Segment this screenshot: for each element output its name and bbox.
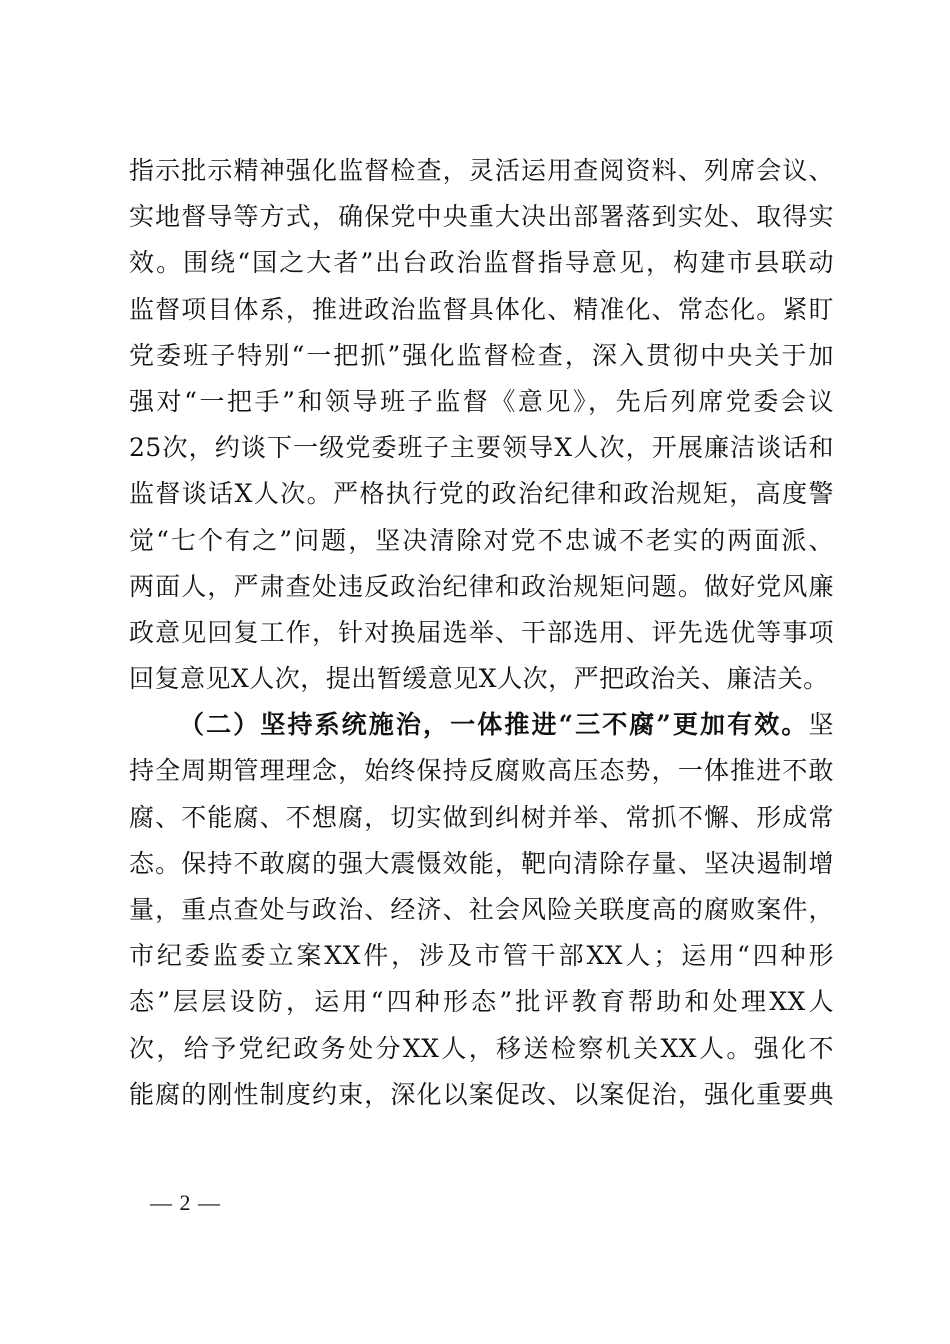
text-line: 监督项目体系，推进政治监督具体化、精准化、常态化。紧盯 — [129, 294, 834, 324]
text-line: 党委班子特别“一把抓”强化监督检查，深入贯彻中央关于加 — [129, 340, 834, 370]
text-line: 政意见回复工作，针对换届选举、干部选用、评先选优等事项 — [129, 617, 834, 647]
text-line: 量，重点查处与政治、经济、社会风险关联度高的腐败案件， — [129, 895, 834, 924]
page-number: — 2 — — [150, 1190, 221, 1215]
text-line: 能腐的刚性制度约束，深化以案促改、以案促治，强化重要典 — [129, 1079, 834, 1109]
text-line: 实地督导等方式，确保党中央重大决出部署落到实处、取得实 — [129, 202, 834, 232]
text-line: 态。保持不敢腐的强大震慑效能，靶向清除存量、坚决遏制增 — [129, 848, 834, 878]
text-line: 持全周期管理理念，始终保持反腐败高压态势，一体推进不敢 — [129, 756, 834, 786]
text-line: 监督谈话X人次。严格执行党的政治纪律和政治规矩，高度警 — [129, 479, 834, 509]
body-text — [129, 148, 834, 1118]
text-line: 态”层层设防，运用“四种形态”批评教育帮助和处理XX人 — [129, 987, 834, 1017]
text-line: 市纪委监委立案XX件，涉及市管干部XX人；运用“四种形 — [129, 941, 834, 971]
text-line: 回复意见X人次，提出暂缓意见X人次，严把政治关、廉洁关。 — [129, 664, 829, 694]
text-line: 腐、不能腐、不想腐，切实做到纠树并举、常抓不懈、形成常 — [129, 802, 834, 832]
section-heading: （二）坚持系统施治，一体推进“三不腐”更加有效。 — [179, 710, 809, 740]
text-line: 强对“一把手”和领导班子监督《意见》，先后列席党委会议 — [129, 386, 834, 416]
text-line: 效。围绕“国之大者”出台政治监督指导意见，构建市县联动 — [129, 248, 834, 278]
heading-line-rest: 坚 — [808, 710, 834, 740]
text-line: 觉“七个有之”问题，坚决清除对党不忠诚不老实的两面派、 — [129, 525, 834, 555]
section-heading-line — [129, 702, 834, 748]
text-line: 两面人，严肃查处违反政治纪律和政治规矩问题。做好党风廉 — [129, 571, 834, 601]
text-line: 次，给予党纪政务处分XX人，移送检察机关XX人。强化不 — [129, 1033, 834, 1063]
text-line: 25次，约谈下一级党委班子主要领导X人次，开展廉洁谈话和 — [129, 433, 834, 463]
text-line: 指示批示精神强化监督检查，灵活运用查阅资料、列席会议、 — [129, 156, 834, 185]
